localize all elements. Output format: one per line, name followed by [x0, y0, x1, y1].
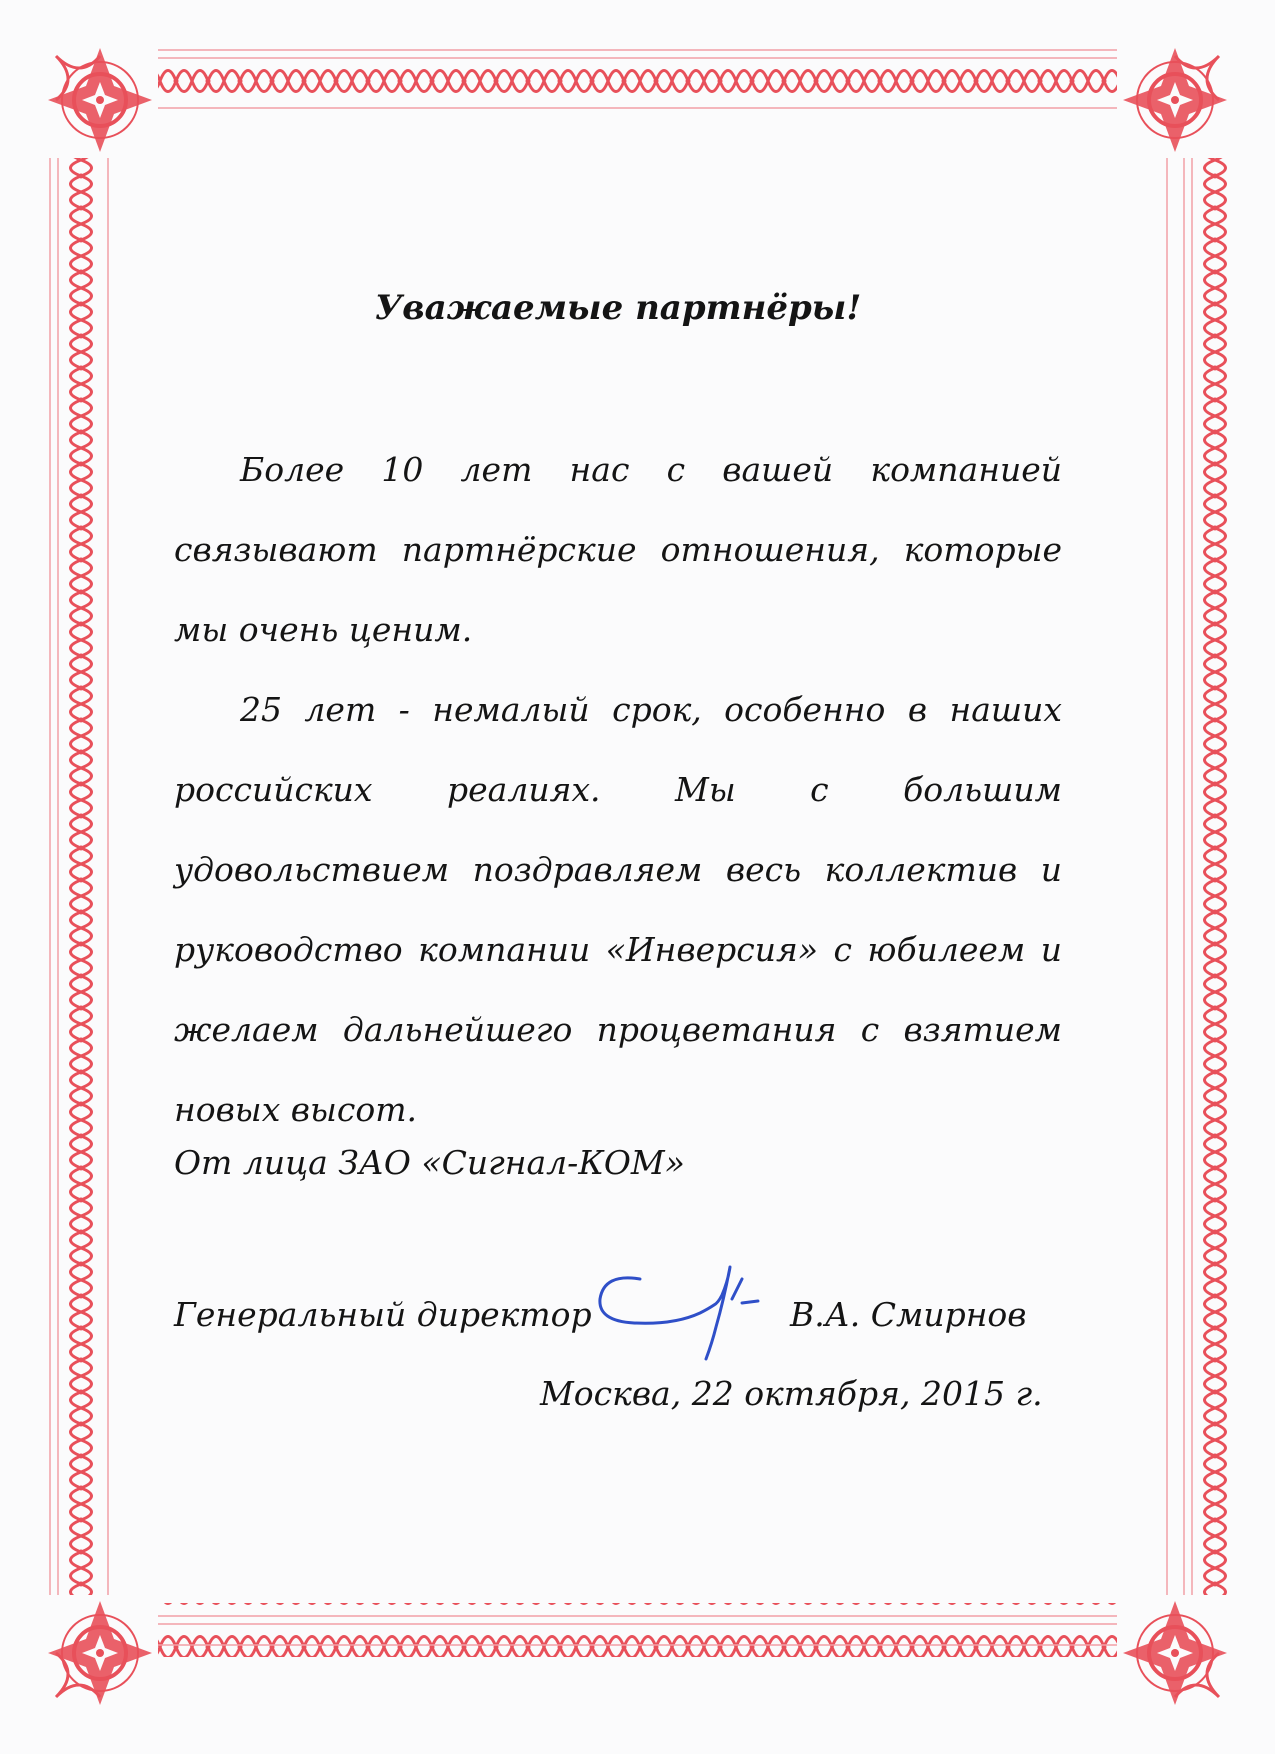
salutation: Уважаемые партнёры! [374, 288, 862, 328]
signatory-name: В.А. Смирнов [790, 1295, 1027, 1334]
place-date: Москва, 22 октября, 2015 г. [540, 1374, 1043, 1413]
paragraph-partnership: Более 10 лет нас с вашей компанией связывают партнёрские отношения, которые мы очень ценим. [174, 450, 1062, 649]
paragraph-congratulation: 25 лет - немалый срок, особенно в наших российских реалиях. Мы с большим удовольствием поздравляем весь коллектив и руководство компании «Инверсия» с юбилеем и желаем дальнейшего процветания с взятием новых высот. [174, 690, 1062, 1129]
handwritten-signature [582, 1259, 782, 1369]
signature-row [174, 1283, 1062, 1343]
signatory-title: Генеральный директор [174, 1295, 592, 1334]
from-line: От лица ЗАО «Сигнал-КОМ» [174, 1143, 685, 1182]
